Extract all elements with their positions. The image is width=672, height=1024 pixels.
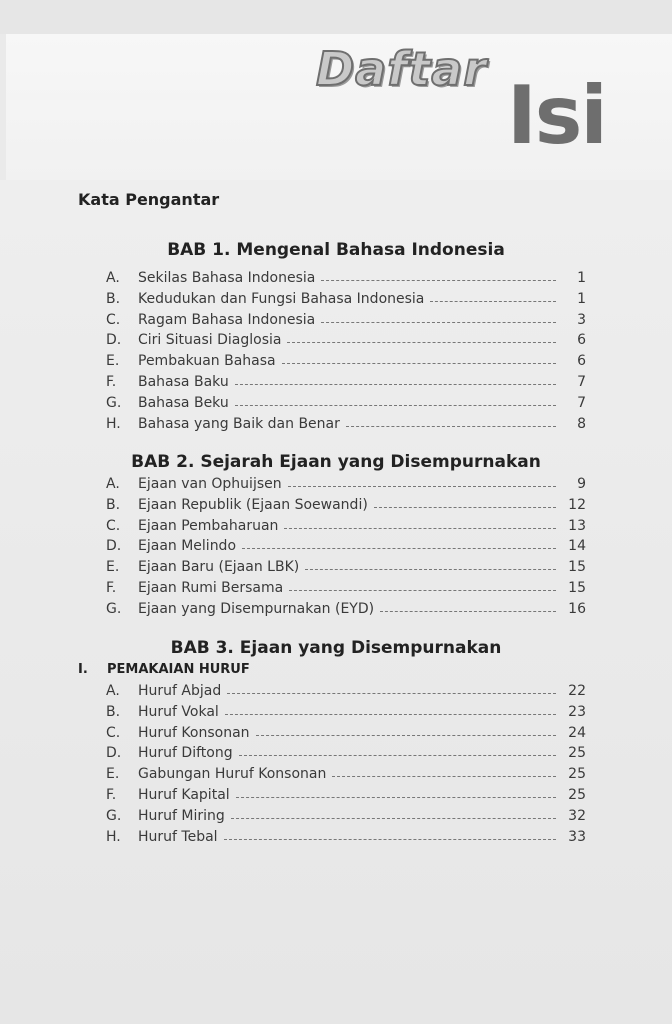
toc-entry-title: Ejaan Pembaharuan: [138, 517, 279, 534]
toc-leader-dashes: [321, 279, 556, 281]
toc-leader-dashes: [236, 796, 556, 798]
toc-leader-dashes: [430, 300, 556, 302]
toc-entry-page: 25: [568, 745, 586, 762]
toc-leader-dashes: [235, 383, 556, 385]
toc-entry: [106, 764, 586, 784]
toc-entry: [106, 393, 586, 413]
toc-entry-page: 6: [577, 332, 586, 349]
toc-entry-letter: A.: [106, 270, 120, 286]
toc-entry: [106, 516, 586, 536]
toc-leader-dashes: [224, 838, 556, 840]
toc-entry-page: 24: [568, 724, 586, 741]
page-top-margin: [0, 0, 672, 34]
chapter-title-3: BAB 3. Ejaan yang Disempurnakan: [170, 638, 502, 658]
toc-entry-title: Ejaan Rumi Bersama: [138, 580, 284, 596]
toc-entry: [106, 268, 586, 288]
toc-entry-letter: E.: [106, 766, 120, 783]
title-daftar: Daftar: [316, 42, 487, 96]
toc-leader-dashes: [289, 589, 556, 591]
toc-entry-page: 15: [568, 580, 586, 596]
toc-entry-letter: A.: [106, 683, 120, 699]
toc-entry: [106, 414, 586, 434]
toc-entry-letter: G.: [106, 600, 122, 617]
toc-entry-page: 22: [568, 683, 586, 699]
toc-leader-dashes: [239, 754, 556, 756]
toc-entry-title: Ragam Bahasa Indonesia: [138, 311, 316, 328]
toc-entry: [106, 474, 586, 494]
toc-leader-dashes: [346, 425, 556, 427]
toc-entry-letter: F.: [106, 580, 117, 596]
toc-entry-letter: F.: [106, 374, 117, 390]
toc-entry: [106, 351, 586, 371]
toc-entry-title: Ejaan Melindo: [138, 538, 237, 555]
toc-entry-title: Bahasa Baku: [138, 374, 229, 390]
toc-entry-letter: H.: [106, 415, 121, 432]
toc-entry-page: 13: [568, 517, 586, 534]
toc-entry-page: 9: [577, 476, 586, 492]
toc-entry-letter: E.: [106, 353, 120, 370]
toc-entry-page: 7: [577, 374, 586, 390]
chapter-title-2: BAB 2. Sejarah Ejaan yang Disempurnakan: [131, 452, 541, 472]
toc-entry-letter: B.: [106, 290, 121, 307]
toc-entry-page: 8: [577, 415, 586, 432]
toc-entry-letter: B.: [106, 496, 121, 513]
toc-entry-page: 1: [577, 270, 586, 286]
toc-entry: [106, 599, 586, 619]
toc-entry-title: Kedudukan dan Fungsi Bahasa Indonesia: [138, 290, 425, 307]
toc-leader-dashes: [321, 321, 556, 323]
toc-entry-title: Huruf Vokal: [138, 703, 219, 720]
toc-leader-dashes: [235, 404, 556, 406]
toc-entry-title: Ejaan yang Disempurnakan (EYD): [138, 600, 375, 617]
toc-entry-page: 3: [577, 311, 586, 328]
toc-entry-letter: D.: [106, 332, 122, 349]
toc-entry-title: Ejaan van Ophuijsen: [138, 476, 282, 492]
toc-entry: [106, 330, 586, 350]
toc-entry-title: Huruf Abjad: [138, 683, 222, 699]
toc-entry-letter: A.: [106, 476, 120, 492]
toc-entry: [106, 702, 586, 722]
toc-leader-dashes: [287, 341, 556, 343]
toc-entry-title: Ciri Situasi Diaglosia: [138, 332, 282, 349]
toc-leader-dashes: [227, 692, 556, 694]
toc-entry: [106, 310, 586, 330]
toc-entry-page: 33: [568, 828, 586, 845]
toc-leader-dashes: [225, 713, 556, 715]
toc-entry-page: 1: [577, 290, 586, 307]
toc-entry-title: Bahasa Beku: [138, 394, 229, 411]
toc-entry-letter: D.: [106, 745, 122, 762]
toc-entry: [106, 495, 586, 515]
toc-entry: [106, 681, 586, 701]
toc-entry-title: Gabungan Huruf Konsonan: [138, 766, 327, 783]
toc-entry: [106, 372, 586, 392]
section-number: I.: [78, 662, 88, 677]
toc-leader-dashes: [305, 568, 556, 570]
toc-entry-title: Sekilas Bahasa Indonesia: [138, 270, 316, 286]
toc-leader-dashes: [380, 610, 556, 612]
toc-entry: [106, 289, 586, 309]
toc-leader-dashes: [332, 775, 556, 777]
toc-entry-page: 16: [568, 600, 586, 617]
toc-entry-title: Ejaan Baru (Ejaan LBK): [138, 559, 300, 576]
toc-entry: [106, 557, 586, 577]
toc-entry: [106, 827, 586, 847]
toc-entry-letter: G.: [106, 394, 122, 411]
toc-entry: [106, 743, 586, 763]
toc-entry-page: 25: [568, 766, 586, 783]
toc-entry-title: Pembakuan Bahasa: [138, 353, 276, 370]
toc-entry: [106, 785, 586, 805]
toc-entry-title: Huruf Konsonan: [138, 724, 250, 741]
toc-entry-letter: F.: [106, 787, 117, 803]
toc-entry: [106, 536, 586, 556]
toc-leader-dashes: [284, 527, 556, 529]
toc-entry-page: 23: [568, 703, 586, 720]
toc-entry-title: Bahasa yang Baik dan Benar: [138, 415, 340, 432]
toc-leader-dashes: [288, 485, 556, 487]
toc-entry-letter: C.: [106, 724, 121, 741]
kata-pengantar-heading: Kata Pengantar: [78, 190, 220, 209]
toc-leader-dashes: [256, 734, 556, 736]
toc-entry: [106, 578, 586, 598]
toc-entry-title: Ejaan Republik (Ejaan Soewandi): [138, 496, 368, 513]
toc-entry-title: Huruf Tebal: [138, 828, 218, 845]
section-title: PEMAKAIAN HURUF: [107, 662, 250, 677]
toc-entry-letter: G.: [106, 807, 122, 824]
toc-entry: [106, 806, 586, 826]
toc-entry-title: Huruf Miring: [138, 807, 225, 824]
toc-entry-page: 15: [568, 559, 586, 576]
toc-leader-dashes: [374, 506, 556, 508]
toc-leader-dashes: [282, 362, 556, 364]
toc-entry-letter: B.: [106, 703, 121, 720]
toc-entry-letter: D.: [106, 538, 122, 555]
toc-entry-page: 32: [568, 807, 586, 824]
toc-entry-title: Huruf Diftong: [138, 745, 233, 762]
toc-entry: [106, 723, 586, 743]
title-isi: Isi: [507, 69, 606, 162]
toc-entry-title: Huruf Kapital: [138, 787, 230, 803]
chapter-title-1: BAB 1. Mengenal Bahasa Indonesia: [167, 240, 505, 260]
toc-entry-letter: C.: [106, 311, 121, 328]
toc-entry-letter: E.: [106, 559, 120, 576]
toc-entry-page: 6: [577, 353, 586, 370]
toc-entry-page: 25: [568, 787, 586, 803]
section-heading: [78, 662, 250, 677]
toc-entry-letter: H.: [106, 828, 121, 845]
toc-entry-page: 7: [577, 394, 586, 411]
toc-entry-page: 14: [568, 538, 586, 555]
toc-leader-dashes: [231, 817, 556, 819]
toc-entry-page: 12: [568, 496, 586, 513]
toc-leader-dashes: [242, 547, 556, 549]
toc-entry-letter: C.: [106, 517, 121, 534]
